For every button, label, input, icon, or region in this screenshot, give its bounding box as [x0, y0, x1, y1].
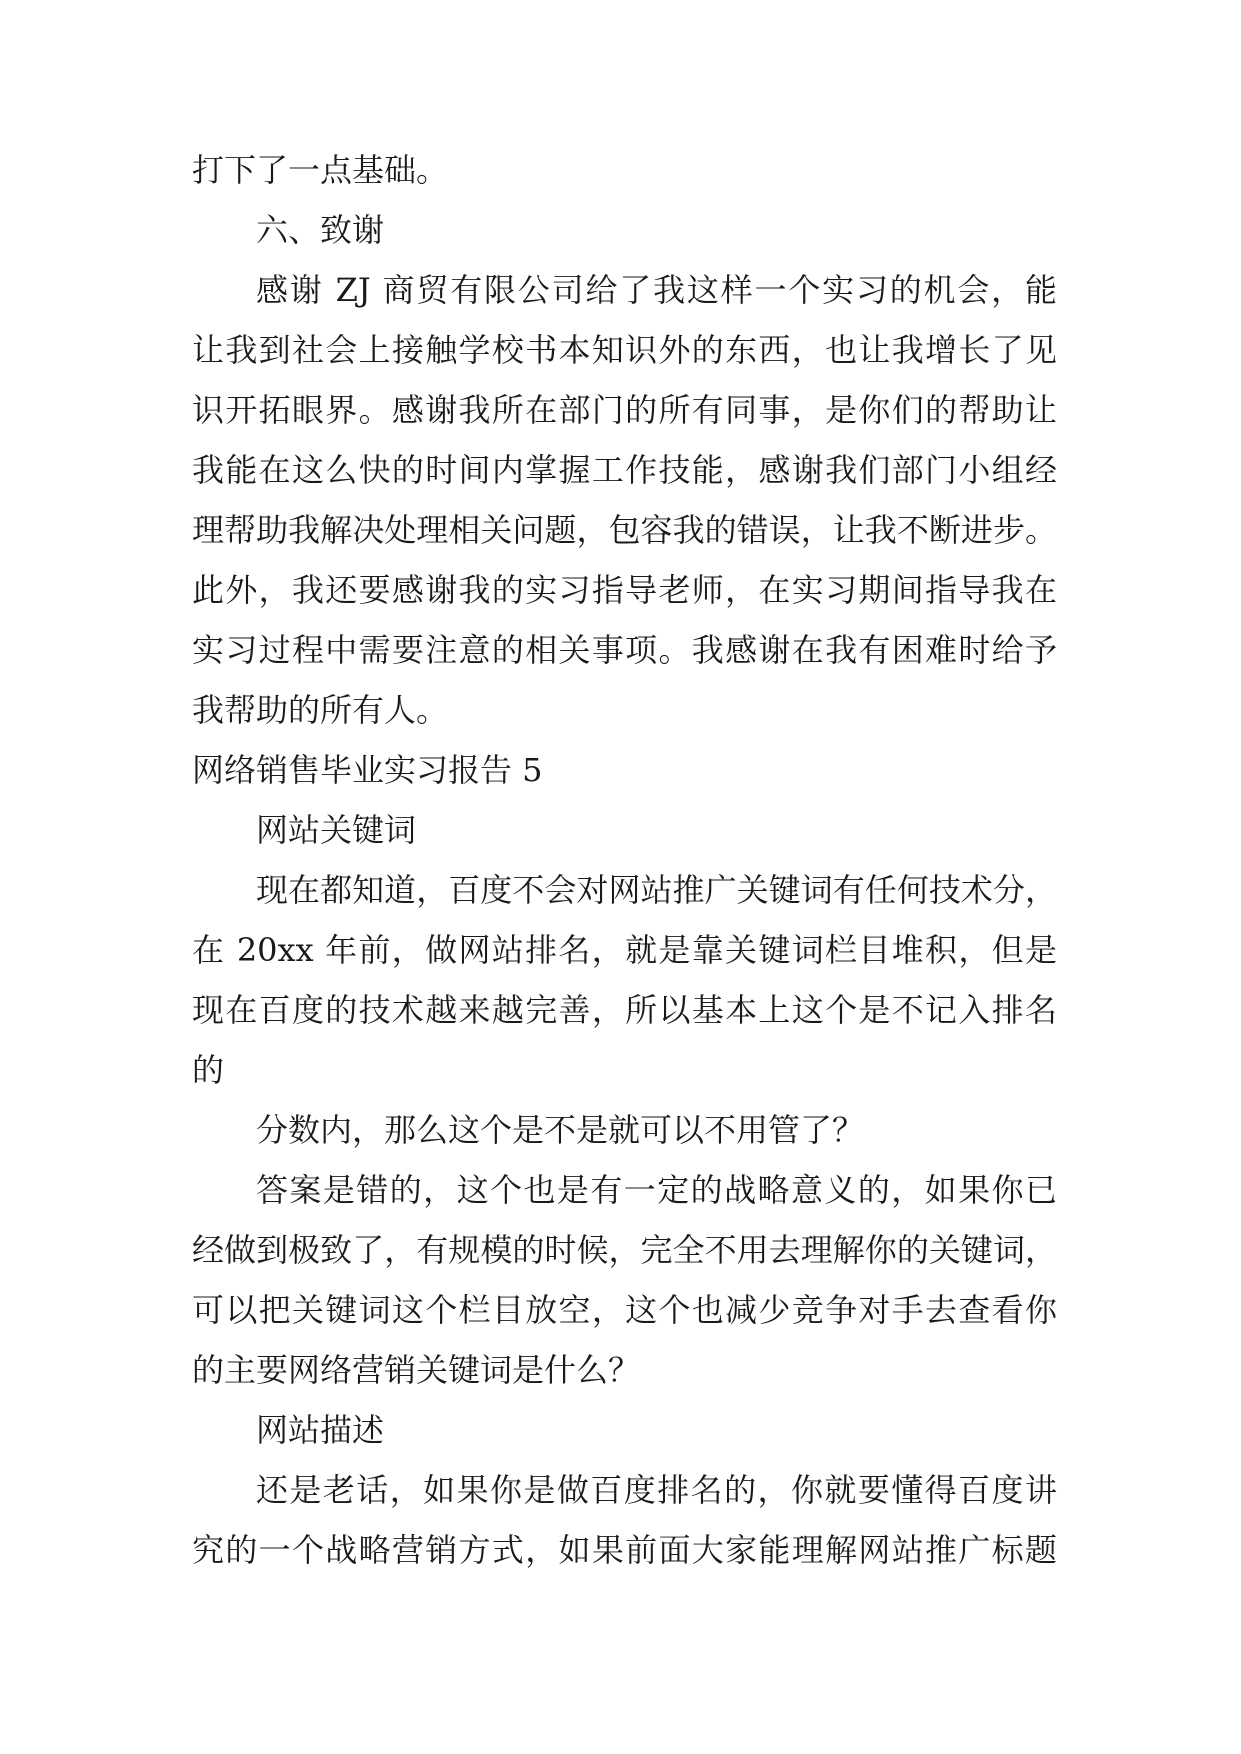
section-heading-acknowledgements: 六、致谢: [256, 211, 385, 249]
body-text-line: 可以把关键词这个栏目放空，这个也减少竞争对手去查看你: [192, 1291, 1057, 1329]
body-text-line: 的主要网络营销关键词是什么？: [192, 1351, 641, 1389]
body-text-line: 答案是错的，这个也是有一定的战略意义的，如果你已: [256, 1171, 1057, 1209]
body-text-line: 让我到社会上接触学校书本知识外的东西，也让我增长了见: [192, 331, 1057, 369]
body-text-line: 打下了一点基础。: [192, 151, 449, 189]
body-text-line: 还是老话，如果你是做百度排名的，你就要懂得百度讲: [256, 1471, 1057, 1509]
body-text-line: 现在百度的技术越来越完善，所以基本上这个是不记入排名: [192, 991, 1057, 1029]
body-text-line: 感谢 ZJ 商贸有限公司给了我这样一个实习的机会，能: [256, 271, 1057, 309]
body-text-line: 在 20xx 年前，做网站排名，就是靠关键词栏目堆积，但是: [192, 931, 1057, 969]
body-text-line: 分数内，那么这个是不是就可以不用管了？: [256, 1111, 865, 1149]
body-text-line: 我帮助的所有人。: [192, 691, 449, 729]
body-text-line: 现在都知道，百度不会对网站推广关键词有任何技术分，: [256, 871, 1057, 909]
body-text-line: 的: [192, 1051, 225, 1089]
body-text-line: 此外，我还要感谢我的实习指导老师，在实习期间指导我在: [192, 571, 1057, 609]
section-heading-description: 网站描述: [256, 1411, 385, 1449]
report-title: 网络销售毕业实习报告 5: [192, 751, 543, 789]
body-text-line: 究的一个战略营销方式，如果前面大家能理解网站推广标题: [192, 1531, 1057, 1569]
body-text-line: 经做到极致了，有规模的时候，完全不用去理解你的关键词，: [192, 1231, 1057, 1269]
section-heading-keywords: 网站关键词: [256, 811, 417, 849]
body-text-line: 实习过程中需要注意的相关事项。我感谢在我有困难时给予: [192, 631, 1057, 669]
body-text-line: 我能在这么快的时间内掌握工作技能，感谢我们部门小组经: [192, 451, 1057, 489]
body-text-line: 识开拓眼界。感谢我所在部门的所有同事，是你们的帮助让: [192, 391, 1057, 429]
body-text-line: 理帮助我解决处理相关问题，包容我的错误，让我不断进步。: [192, 511, 1057, 549]
